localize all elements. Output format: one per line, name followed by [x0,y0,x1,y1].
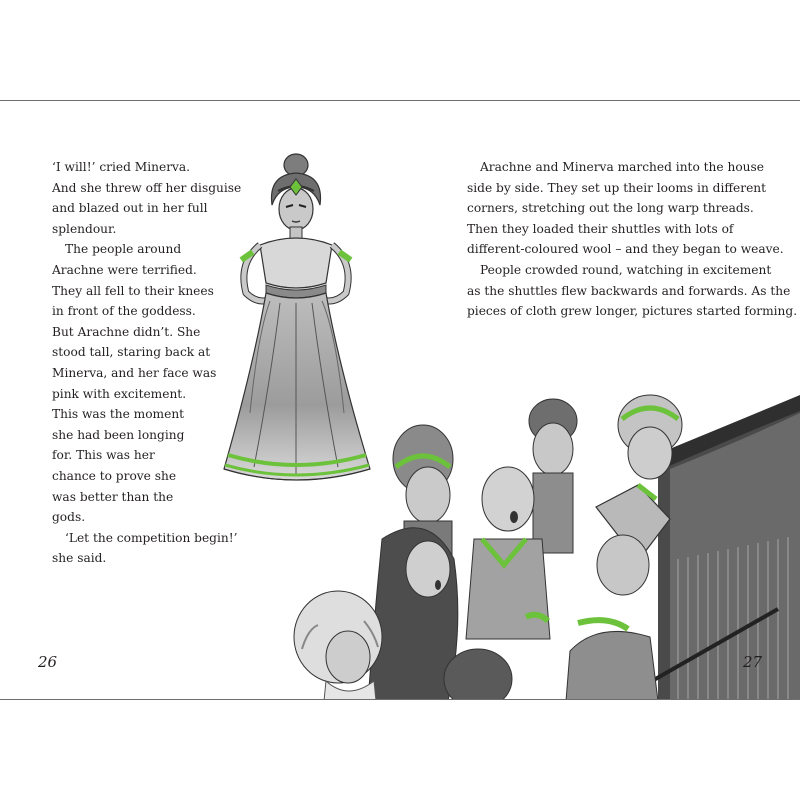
text-line: she said. [52,551,107,566]
text-line: They all fell to their knees [52,283,214,298]
text-line: Minerva, and her face was [52,365,217,380]
text-line: Arachne were terrified. [52,262,197,277]
text-line: ‘I will!’ cried Minerva. [52,160,191,174]
text-line: People crowded round, watching in excitement [480,262,772,277]
text-line: side by side. They set up their looms in different [467,180,767,195]
text-line: for. This was her [52,448,155,463]
text-line: splendour. [52,221,117,236]
text-line: stood tall, staring back at [52,345,211,360]
weaving-crowd-illustration [278,389,800,700]
page-number-right: 27 [743,653,763,671]
text-line: as the shuttles flew backwards and forwards. As the [467,283,791,298]
text-line: chance to prove she [52,468,177,483]
text-line: was better than the [52,489,174,504]
page-number-left: 26 [38,653,58,671]
text-line: And she threw off her disguise [52,180,242,195]
text-line: pieces of cloth grew longer, pictures started forming. [467,304,798,319]
text-line: The people around [65,242,182,257]
text-line: different-coloured wool – and they began to weave. [467,242,784,257]
text-line: But Arachne didn’t. She [52,324,201,339]
right-page-text [467,157,797,322]
text-line: pink with excitement. [52,386,187,401]
text-line: corners, stretching out the long warp threads. [467,201,754,216]
text-line: ‘Let the competition begin!’ [65,530,238,545]
text-line: in front of the goddess. [52,304,196,319]
text-line: gods. [52,510,86,525]
text-line: she had been longing [52,427,185,442]
book-spread [0,100,800,700]
text-line: This was the moment [52,407,185,422]
text-line: Arachne and Minerva marched into the house [480,160,764,174]
text-line: and blazed out in her full [52,201,208,216]
text-line: Then they loaded their shuttles with lots of [467,221,734,236]
